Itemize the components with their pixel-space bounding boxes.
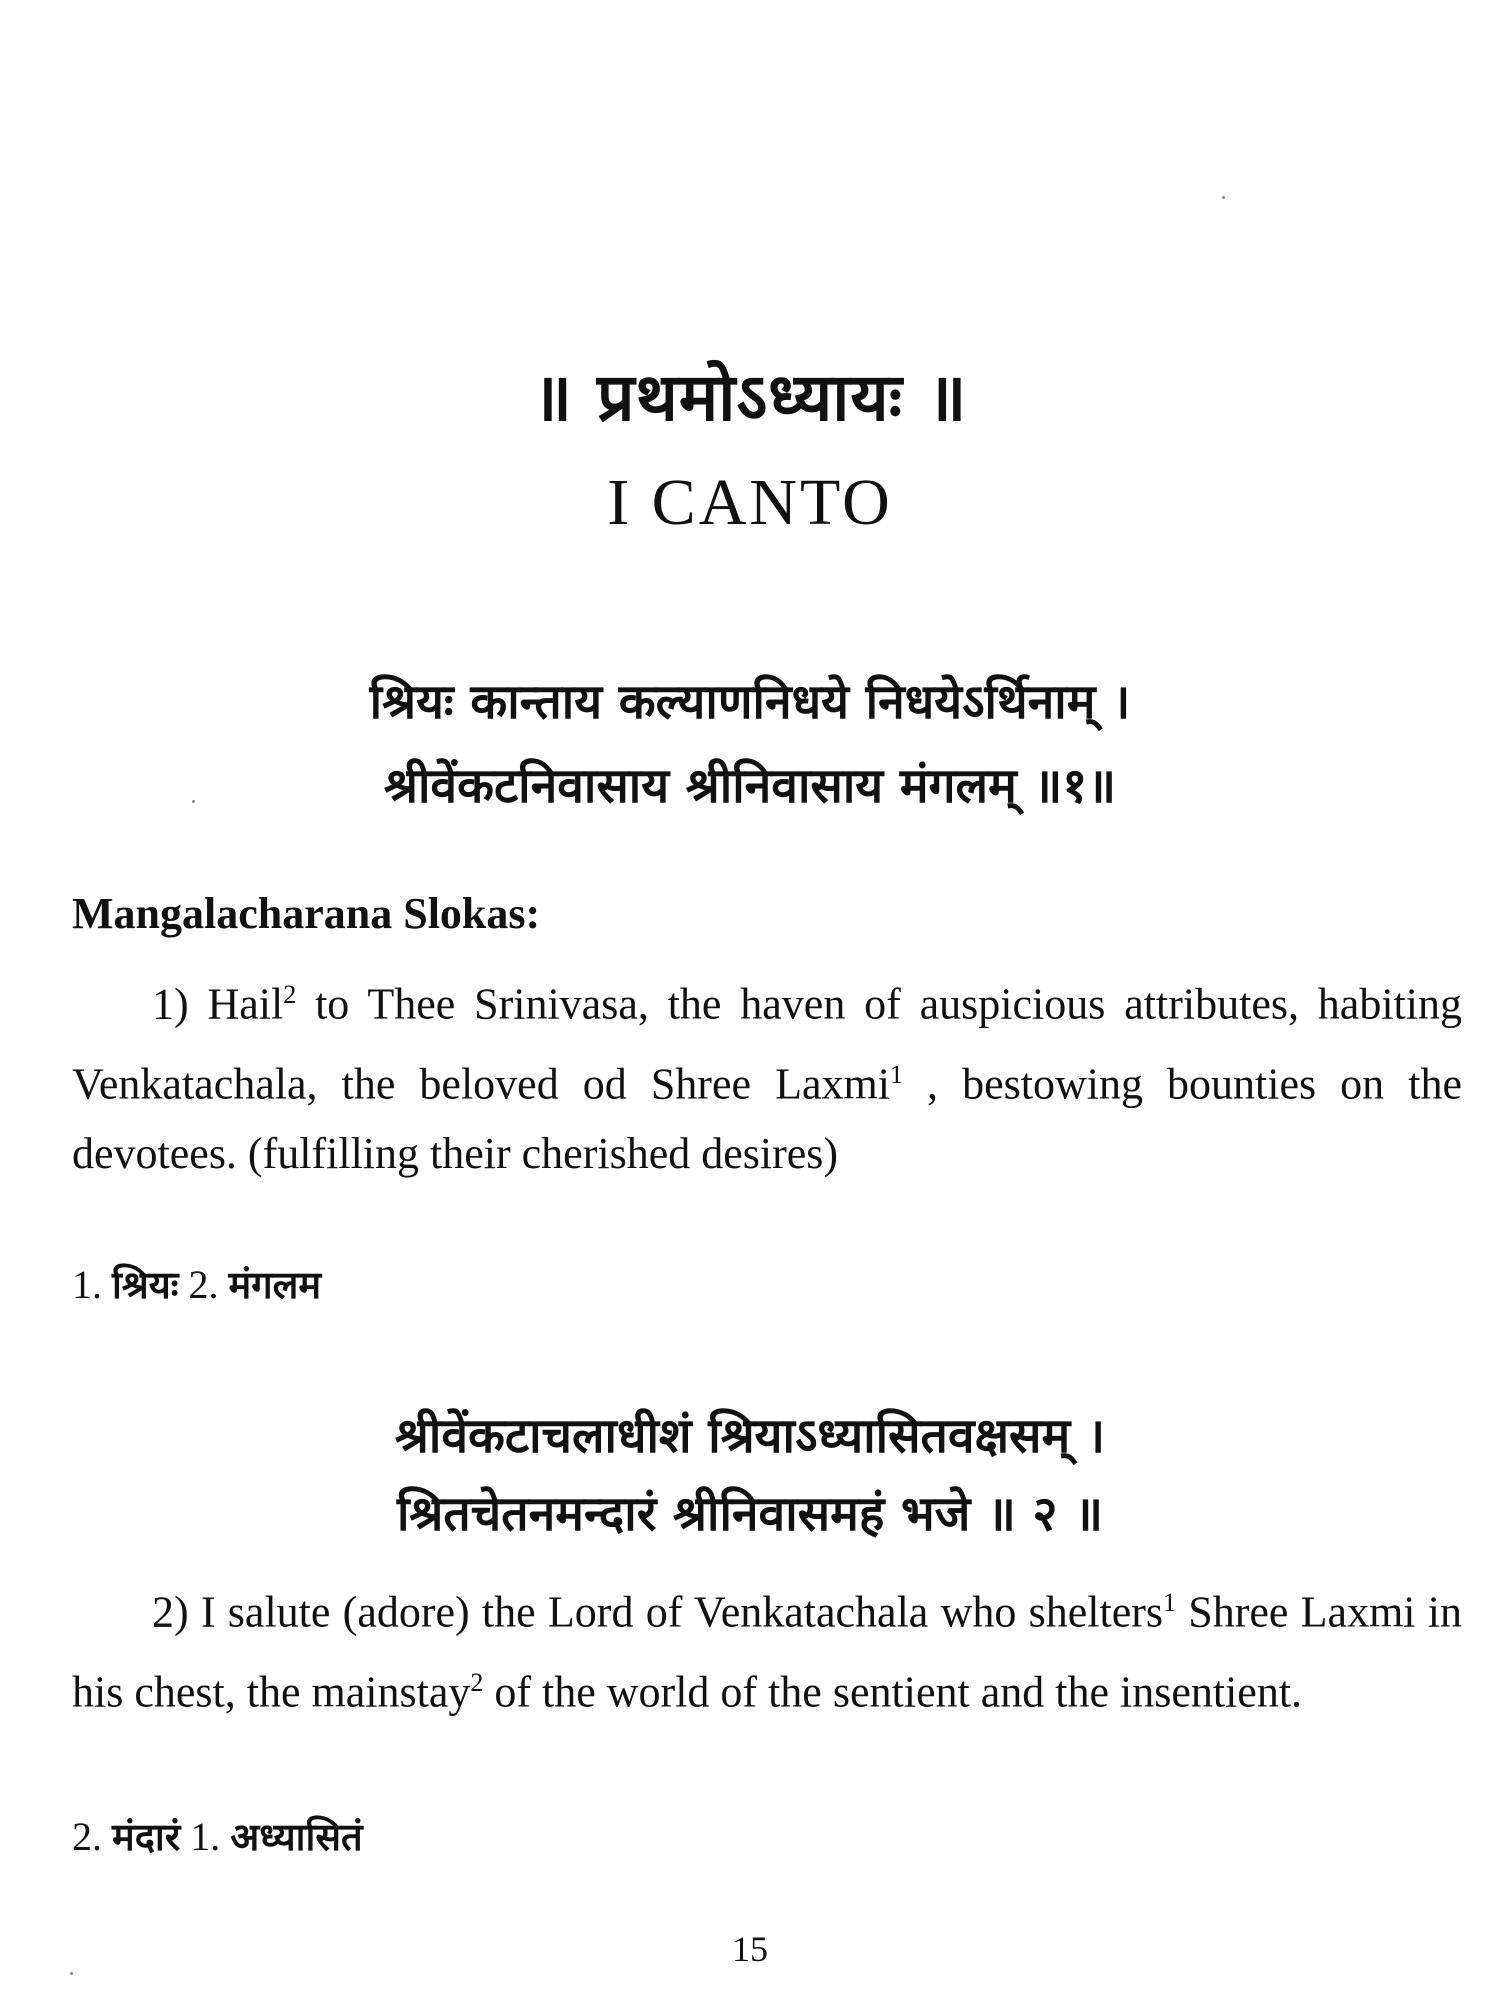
superscript-marker: 2 (283, 980, 297, 1009)
footnote-number: 2. (72, 1814, 112, 1859)
translation-2-text-a: 2) I salute (adore) the Lord of Venkatachala who shelters (152, 1587, 1163, 1637)
sloka-2-line-1: श्रीवेंकटाचलाधीशं श्रियाऽध्यासितवक्षसम् । (394, 1408, 1106, 1464)
superscript-marker: 1 (1163, 1588, 1176, 1617)
footnote-number: 1. (180, 1814, 231, 1859)
canto-title: I CANTO (607, 466, 893, 539)
sloka-2-line-2: श्रितचेतनमन्दारं श्रीनिवासमहं भजे ॥ २ ॥ (397, 1486, 1103, 1542)
footnote-word: श्रियः (112, 1263, 179, 1307)
translation-1-text-c: , bestowing bounties on the devotees. (fulfilling their cherished desires) (72, 1059, 1462, 1179)
paper-speck (70, 1972, 73, 1975)
footnote-word: अध्यासितं (230, 1815, 363, 1859)
footnote-2 (72, 1810, 363, 1862)
sloka-1-line-1: श्रियः कान्ताय कल्याणनिधये निधयेऽर्थिनाम् । (369, 674, 1131, 730)
translation-paragraph-2 (72, 1568, 1462, 1727)
page-number: 15 (732, 1929, 768, 1969)
footnote-word: मंगलम (228, 1263, 322, 1307)
translation-2-text-b: Shree Laxmi in his chest, the mainstay (72, 1587, 1462, 1717)
superscript-marker: 2 (470, 1667, 484, 1697)
translation-1-text-b: to Thee Srinivasa, the haven of auspicious attributes, habiting Venkatachala, the beloved od Shree Laxmi (72, 979, 1463, 1109)
translation-1-text-a: 1) Hail (152, 979, 284, 1029)
footnote-1 (72, 1258, 321, 1310)
translation-paragraph-1 (72, 960, 1462, 1189)
section-heading: Mangalacharana Slokas: (72, 889, 541, 938)
paper-speck (1222, 196, 1225, 199)
sloka-1-line-2: श्रीवेंकटनिवासाय श्रीनिवासाय मंगलम् ॥१॥ (384, 758, 1116, 814)
footnote-word: मंदारं (112, 1815, 181, 1859)
translation-2-text-c: of the world of the sentient and the insentient. (483, 1667, 1303, 1717)
footnote-number: 1. (72, 1262, 112, 1307)
superscript-marker: 1 (889, 1059, 903, 1089)
footnote-number: 2. (178, 1262, 229, 1307)
paper-speck (192, 800, 195, 803)
chapter-heading: ॥ प्रथमोऽध्यायः ॥ (532, 359, 968, 436)
